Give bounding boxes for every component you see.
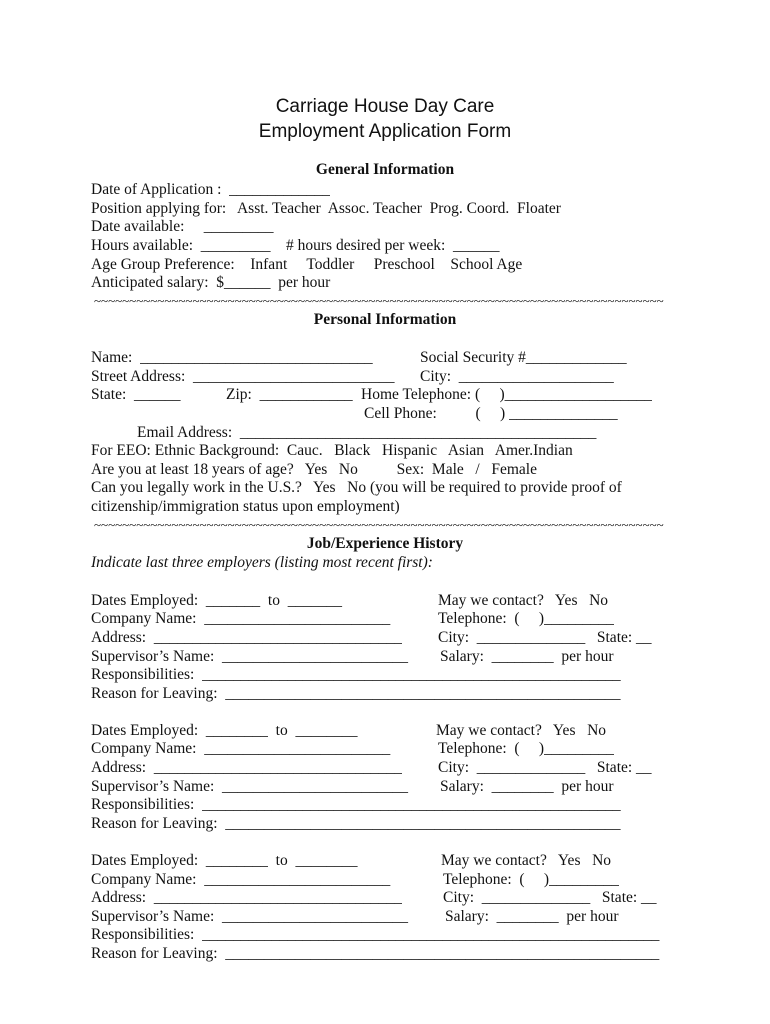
- email-address-field: Email Address: ______________________________________________: [137, 424, 597, 441]
- state-field: State: ______: [91, 386, 181, 403]
- street-address-field: Street Address: __________________________: [91, 368, 395, 385]
- date-available-line: Date available: _________: [91, 218, 274, 235]
- employer-1-dates: Dates Employed: _______ to _______: [91, 592, 342, 609]
- eeo-ethnic-background-line: For EEO: Ethnic Background: Cauc. Black Hispanic Asian Amer.Indian: [91, 442, 573, 459]
- employer-3-company: Company Name: ________________________: [91, 871, 391, 888]
- employer-1-city: City: ______________ State: __: [438, 629, 652, 646]
- hours-available-line: Hours available: _________ # hours desired per week: ______: [91, 237, 500, 254]
- employer-2-salary: Salary: ________ per hour: [440, 778, 614, 795]
- employer-3-city: City: ______________ State: __: [443, 889, 657, 906]
- employer-2-telephone: Telephone: ( )_________: [438, 740, 614, 757]
- age-sex-line: Are you at least 18 years of age? Yes No Sex: Male / Female: [91, 461, 537, 478]
- employer-3-supervisor: Supervisor’s Name: ________________________: [91, 908, 409, 925]
- employer-2-supervisor: Supervisor’s Name: ________________________: [91, 778, 409, 795]
- general-information-heading: General Information: [315, 161, 455, 178]
- cell-phone-field: Cell Phone: ( ) ______________: [364, 405, 618, 422]
- home-telephone-field: Home Telephone: ( )___________________: [361, 386, 652, 403]
- employer-3-telephone: Telephone: ( )_________: [443, 871, 619, 888]
- employer-3-salary: Salary: ________ per hour: [445, 908, 619, 925]
- zip-field: Zip: ____________: [226, 386, 353, 403]
- employer-2-responsibilities: Responsibilities: ______________________________________________________: [91, 796, 621, 813]
- employer-1-supervisor: Supervisor’s Name: ________________________: [91, 648, 409, 665]
- employer-1-telephone: Telephone: ( )_________: [438, 610, 614, 627]
- job-history-instruction: Indicate last three employers (listing most recent first):: [91, 554, 433, 571]
- city-field: City: ____________________: [420, 368, 614, 385]
- section-separator: ~~~~~~~~~~~~~~~~~~~~~~~~~~~~~~~~~~~~~~~~~~~~~~~~~~~~~~~~~~~~~~~~~~~~~~~~~~~~~~~~~: [94, 295, 664, 307]
- section-separator: ~~~~~~~~~~~~~~~~~~~~~~~~~~~~~~~~~~~~~~~~~~~~~~~~~~~~~~~~~~~~~~~~~~~~~~~~~~~~~~~~~: [94, 519, 664, 531]
- employer-3-dates: Dates Employed: ________ to ________: [91, 852, 358, 869]
- work-eligibility-line2: citizenship/immigration status upon employment): [91, 498, 400, 515]
- job-history-heading: Job/Experience History: [306, 535, 464, 552]
- name-field: Name: ______________________________: [91, 349, 373, 366]
- employer-1-company: Company Name: ________________________: [91, 610, 391, 627]
- form-title-line2: Employment Application Form: [258, 121, 512, 142]
- employer-2-address: Address: ________________________________: [91, 759, 402, 776]
- employer-3-contact: May we contact? Yes No: [441, 852, 612, 869]
- employer-2-dates: Dates Employed: ________ to ________: [91, 722, 358, 739]
- employer-3-responsibilities: Responsibilities: ___________________________________________________________: [91, 926, 660, 943]
- employer-3-address: Address: ________________________________: [91, 889, 402, 906]
- employer-1-responsibilities: Responsibilities: ______________________________________________________: [91, 666, 621, 683]
- date-of-application-line: Date of Application : _____________: [91, 181, 330, 198]
- anticipated-salary-line: Anticipated salary: $______ per hour: [91, 274, 331, 291]
- employer-1-contact: May we contact? Yes No: [438, 592, 609, 609]
- employer-1-reason-for-leaving: Reason for Leaving: ___________________________________________________: [91, 685, 621, 702]
- employer-3-reason-for-leaving: Reason for Leaving: ________________________________________________________: [91, 945, 660, 962]
- employer-2-contact: May we contact? Yes No: [436, 722, 607, 739]
- employer-2-city: City: ______________ State: __: [438, 759, 652, 776]
- position-applying-line: Position applying for: Asst. Teacher Assoc. Teacher Prog. Coord. Floater: [91, 200, 561, 217]
- age-group-line: Age Group Preference: Infant Toddler Preschool School Age: [91, 256, 523, 273]
- personal-information-heading: Personal Information: [313, 311, 457, 328]
- work-eligibility-line1: Can you legally work in the U.S.? Yes No (you will be required to provide proof of: [91, 479, 622, 496]
- employer-1-address: Address: ________________________________: [91, 629, 402, 646]
- employer-2-company: Company Name: ________________________: [91, 740, 391, 757]
- form-title-line1: Carriage House Day Care: [275, 96, 495, 117]
- employer-1-salary: Salary: ________ per hour: [440, 648, 614, 665]
- employer-2-reason-for-leaving: Reason for Leaving: ___________________________________________________: [91, 815, 621, 832]
- social-security-field: Social Security #_____________: [420, 349, 627, 366]
